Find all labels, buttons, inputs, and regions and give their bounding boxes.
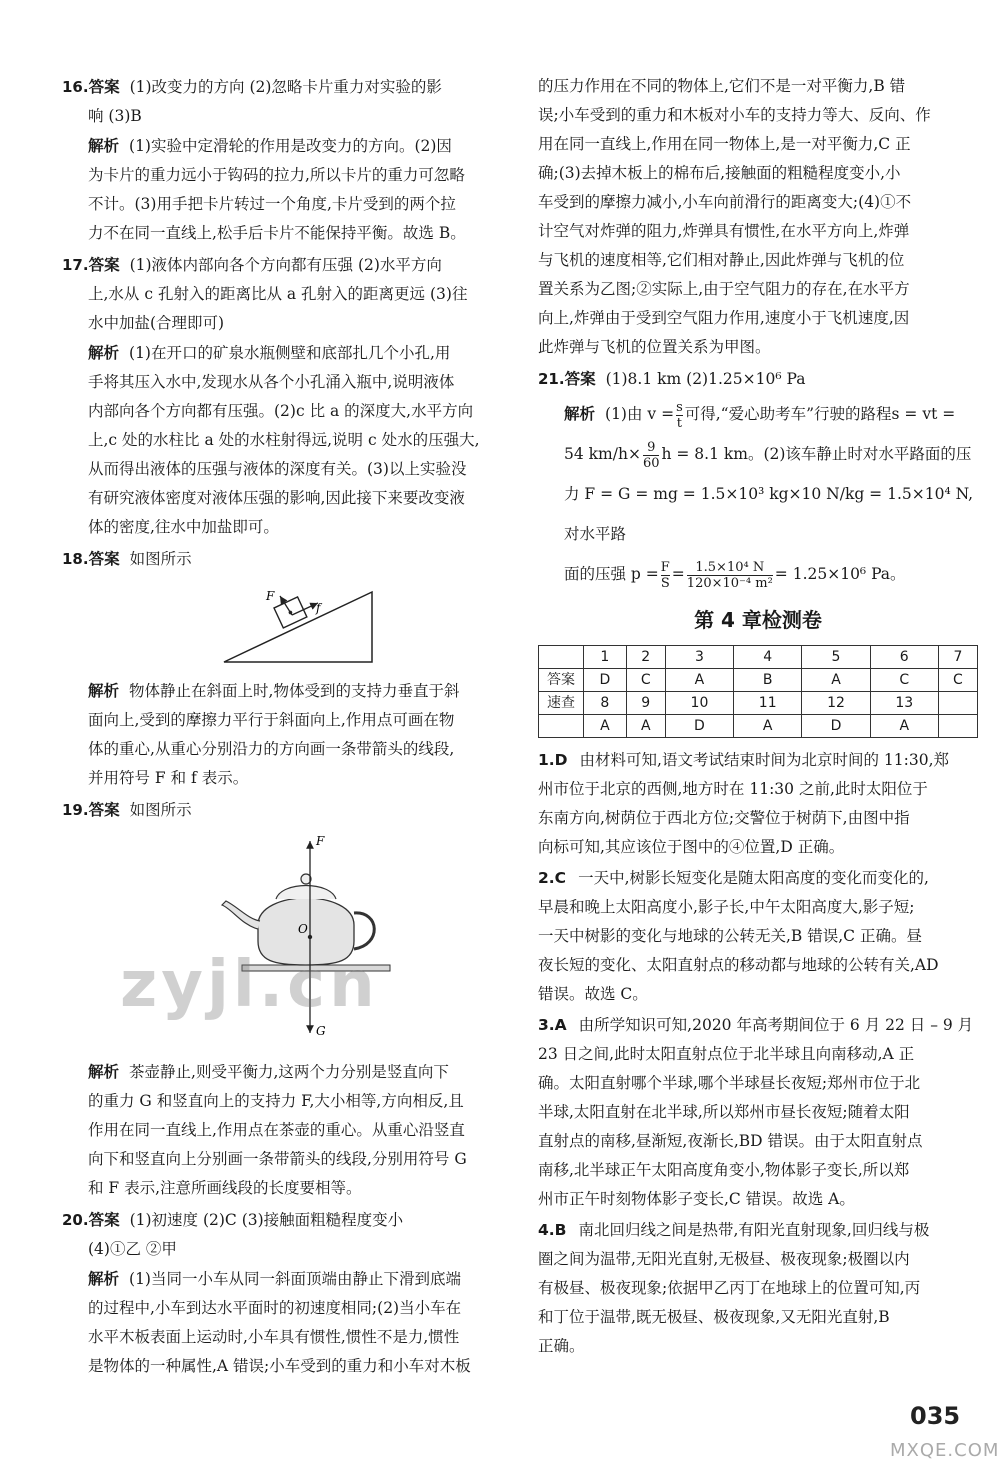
q17-number: 17. xyxy=(62,256,89,274)
label-O: O xyxy=(298,922,308,936)
table-cell: D xyxy=(665,715,733,738)
q21-answer-label: 答案 xyxy=(564,369,596,388)
q19-answer-label: 答案 xyxy=(88,800,120,819)
frac-den: t xyxy=(676,415,683,431)
center-of-gravity-dot xyxy=(308,935,312,939)
q20-number: 20. xyxy=(62,1211,89,1229)
q20-analysis-line: (1)当同一小车从同一斜面顶端由静止下滑到底端 xyxy=(129,1270,461,1288)
table-cell: A xyxy=(734,715,802,738)
mc2-line: 错误。故选 C。 xyxy=(538,985,648,1003)
q17-answer xyxy=(62,250,502,280)
q20-answer-text-2: (4)①乙 ②甲 xyxy=(88,1240,177,1258)
q17-answer-text: (1)液体内部向各个方向都有压强 (2)水平方向 xyxy=(129,256,442,274)
q21-analysis-label: 解析 xyxy=(564,404,596,423)
zyjl-watermark: zyjl.cn xyxy=(120,948,379,1022)
table-cell: 6 xyxy=(870,646,938,669)
table-cell: D xyxy=(584,669,627,692)
q20-cont-line: 向上,炸弹由于受到空气阻力作用,速度小于飞机速度,因 xyxy=(538,309,910,327)
q19-analysis-line: 和 F 表示,注意所画线段的长度要相等。 xyxy=(88,1179,362,1197)
mc2-line: 早晨和晚上太阳高度小,影子长,中午太阳高度大,影子短; xyxy=(538,898,915,916)
table-row xyxy=(539,646,978,669)
mc2-line: 一天中树影的变化与地球的公转无关,B 错误,C 正确。昼 xyxy=(538,927,922,945)
q21-number: 21. xyxy=(538,370,565,388)
q20-analysis-label: 解析 xyxy=(88,1269,120,1288)
q21-line2-post: h = 8.1 km。(2)该车静止时对水平路面的压 xyxy=(661,445,972,463)
frac-den: 120×10⁻⁴ m² xyxy=(686,575,773,591)
q16-analysis xyxy=(62,131,502,161)
answer-table xyxy=(538,645,978,738)
q17-analysis xyxy=(62,338,502,368)
table-cell: D xyxy=(802,715,870,738)
q21-line4-pre: 面的压强 p = xyxy=(564,565,659,583)
q20-cont-line: 此炸弹与飞机的位置关系为甲图。 xyxy=(538,338,771,356)
label-F: F xyxy=(266,589,275,603)
table-cell: 2 xyxy=(626,646,665,669)
q19-analysis-line: 茶壶静止,则受平衡力,这两个力分别是竖直向下 xyxy=(129,1063,449,1081)
q18-analysis-line: 物体静止在斜面上时,物体受到的支持力垂直于斜 xyxy=(129,682,460,700)
mc3-line: 半球,太阳直射在北半球,所以郑州市昼长夜短;随着太阳 xyxy=(538,1103,910,1121)
mc3-line: 确。太阳直射哪个半球,哪个半球昼长夜短;郑州市位于北 xyxy=(538,1074,921,1092)
page-number: 035 xyxy=(910,1402,961,1430)
table-cell: 7 xyxy=(938,646,977,669)
mc1-text: 由材料可知,语文考试结束时间为北京时间的 11:30,郑 xyxy=(579,751,949,769)
q16-number: 16. xyxy=(62,78,89,96)
incline-diagram xyxy=(62,578,502,670)
q21-answer xyxy=(538,364,978,394)
q18-figure xyxy=(62,578,502,670)
q21-analysis xyxy=(538,394,978,434)
q20-cont-line: 与飞机的速度相等,它们相对静止,因此炸弹与飞机的位 xyxy=(538,251,905,269)
question-20 xyxy=(62,1205,502,1381)
teapot-spout xyxy=(222,901,260,929)
question-17 xyxy=(62,250,502,542)
frac-num: 9 xyxy=(647,439,656,455)
equals-sign: = xyxy=(671,565,685,583)
q19-analysis xyxy=(62,1057,502,1087)
q16-analysis-line: 不计。(3)用手把卡片转过一个角度,卡片受到的两个拉 xyxy=(88,195,456,213)
table-cell xyxy=(938,692,977,715)
mc3-text: 由所学知识可知,2020 年高考期间位于 6 月 22 日 – 9 月 xyxy=(578,1016,974,1034)
q20-analysis-line: 是物体的一种属性,A 错误;小车受到的重力和小车对木板 xyxy=(88,1357,471,1375)
table-cell xyxy=(539,646,584,669)
q19-number: 19. xyxy=(62,801,89,819)
q20-continuation xyxy=(538,72,978,362)
mc4-text: 南北回归线之间是热带,有阳光直射现象,回归线与极 xyxy=(578,1221,930,1239)
q18-analysis-line: 并用符号 F 和 f 表示。 xyxy=(88,769,249,787)
mc3-line xyxy=(538,1011,978,1040)
table-cell: A xyxy=(626,715,665,738)
q21-line4-post: = 1.25×10⁶ Pa。 xyxy=(774,565,906,583)
q21-line2-pre: 54 km/h× xyxy=(564,445,641,463)
teapot-handle xyxy=(354,913,374,949)
table-cell xyxy=(938,715,977,738)
mc1-line: 东南方向,树荫位于西北方位;交警位于树荫下,由图中指 xyxy=(538,809,910,827)
left-column xyxy=(62,72,502,1383)
q20-answer xyxy=(62,1205,502,1235)
mc3-line: 南移,北半球正午太阳高度角变小,物体影子变长,所以郑 xyxy=(538,1161,910,1179)
mc2-line: 夜长短的变化、太阳直射点的移动都与地球的公转有关,AD xyxy=(538,956,939,974)
q16-answer-text: (1)改变力的方向 (2)忽略卡片重力对实验的影 xyxy=(129,78,442,96)
mc3-number: 3.A xyxy=(538,1016,567,1034)
fraction-F-over-S xyxy=(661,560,670,591)
frac-num: 1.5×10⁴ N xyxy=(695,559,765,575)
q19-analysis-label: 解析 xyxy=(88,1062,120,1081)
table-cell: 速查 xyxy=(539,692,584,715)
q18-analysis-label: 解析 xyxy=(88,681,120,700)
q19-analysis-line: 向下和竖直向上分别画一条带箭头的线段,分别用符号 G xyxy=(88,1150,467,1168)
mc4-line: 和丁位于温带,既无极昼、极夜现象,又无阳光直射,B xyxy=(538,1308,890,1326)
table-cell: A xyxy=(584,715,627,738)
q21-line3: 力 F = G = mg = 1.5×10³ kg×10 N/kg = 1.5×10⁴ N,对水平路 xyxy=(564,485,974,543)
mc-question-1 xyxy=(538,746,978,862)
teapot-lid xyxy=(276,886,336,900)
q17-analysis-label: 解析 xyxy=(88,343,120,362)
q20-analysis xyxy=(62,1264,502,1294)
mc-question-3 xyxy=(538,1011,978,1214)
q17-answer-text: 上,水从 c 孔射入的距离比从 a 孔射入的距离更远 (3)往 xyxy=(88,285,468,303)
q17-analysis-line: 从而得出液体的压强与液体的深度有关。(3)以上实验没 xyxy=(88,460,467,478)
q17-analysis-line: 有研究液体密度对液体压强的影响,因此接下来要改变液 xyxy=(88,489,465,507)
mc1-number: 1.D xyxy=(538,751,568,769)
mc4-line: 正确。 xyxy=(538,1337,585,1355)
q19-answer xyxy=(62,795,502,825)
table-cell: 4 xyxy=(734,646,802,669)
table-cell: 8 xyxy=(584,692,627,715)
mc3-line: 直射点的南移,昼渐短,夜渐长,BD 错误。由于太阳直射点 xyxy=(538,1132,923,1150)
mc3-line: 州市正午时刻物体影子变长,C 错误。故选 A。 xyxy=(538,1190,855,1208)
q20-analysis-line: 水平木板表面上运动时,小车具有惯性,惯性不是力,惯性 xyxy=(88,1328,460,1346)
q19-analysis-line: 的重力 G 和竖直向上的支持力 F,大小相等,方向相反,且 xyxy=(88,1092,464,1110)
mc2-number: 2.C xyxy=(538,869,567,887)
table-cell: 13 xyxy=(870,692,938,715)
q18-analysis-line: 体的重心,从重心分别沿力的方向画一条带箭头的线段, xyxy=(88,740,455,758)
table-row xyxy=(539,715,978,738)
mc1-line xyxy=(538,746,978,775)
q18-analysis-line: 面向上,受到的摩擦力平行于斜面向上,作用点可画在物 xyxy=(88,711,455,729)
q16-analysis-label: 解析 xyxy=(88,136,120,155)
mc1-line: 向标可知,其应该位于图中的④位置,D 正确。 xyxy=(538,838,845,856)
fraction-pressure xyxy=(687,560,773,591)
q18-number: 18. xyxy=(62,550,89,568)
q21-line1-post: 可得,“爱心助考车”行驶的路程s = vt = xyxy=(684,405,956,423)
q20-cont-line: 误;小车受到的重力和木板对小车的支持力等大、反向、作 xyxy=(538,106,931,124)
table-cell: 答案 xyxy=(539,669,584,692)
table-cell: 3 xyxy=(665,646,733,669)
q17-analysis-line: 手将其压入水中,发现水从各个小孔涌入瓶中,说明液体 xyxy=(88,373,455,391)
right-column xyxy=(538,72,978,1363)
q17-answer-text: 水中加盐(合理即可) xyxy=(88,314,225,332)
table-cell: C xyxy=(626,669,665,692)
mc4-line xyxy=(538,1216,978,1245)
table-cell: B xyxy=(734,669,802,692)
q16-answer-label: 答案 xyxy=(88,77,120,96)
q17-analysis-line: (1)在开口的矿泉水瓶侧壁和底部扎几个小孔,用 xyxy=(129,344,451,362)
q21-line2 xyxy=(538,434,978,474)
table-cell: 1 xyxy=(584,646,627,669)
q20-cont-line: 用在同一直线上,作用在同一物体上,是一对平衡力,C 正 xyxy=(538,135,911,153)
q21-answer-text: (1)8.1 km (2)1.25×10⁶ Pa xyxy=(605,370,806,388)
label-G: G xyxy=(316,1024,326,1038)
q16-answer-text-2: 响 (3)B xyxy=(88,107,142,125)
q20-cont-line: 的压力作用在不同的物体上,它们不是一对平衡力,B 错 xyxy=(538,77,906,95)
q18-answer-text: 如图所示 xyxy=(129,550,192,568)
table-cell: 11 xyxy=(734,692,802,715)
frac-num: F xyxy=(660,559,670,575)
question-16 xyxy=(62,72,502,248)
frac-den: 60 xyxy=(642,455,660,471)
site-watermark: MXQE.COM xyxy=(890,1440,1000,1461)
q20-cont-line: 确;(3)去掉木板上的棉布后,接触面的粗糙程度变小,小 xyxy=(538,164,901,182)
table-cell: A xyxy=(665,669,733,692)
q19-analysis-line: 作用在同一直线上,作用点在茶壶的重心。从重心沿竖直 xyxy=(88,1121,465,1139)
question-18 xyxy=(62,544,502,793)
table-cell: 5 xyxy=(802,646,870,669)
mc-question-4 xyxy=(538,1216,978,1361)
table-row xyxy=(539,669,978,692)
q16-analysis-line: (1)实验中定滑轮的作用是改变力的方向。(2)因 xyxy=(129,137,452,155)
mc3-line: 23 日之间,此时太阳直射点位于北半球且向南移动,A 正 xyxy=(538,1045,915,1063)
q20-cont-line: 计空气对炸弹的阻力,炸弹具有惯性,在水平方向上,炸弹 xyxy=(538,222,910,240)
table-cell: 10 xyxy=(665,692,733,715)
table-cell: C xyxy=(870,669,938,692)
table-cell: 9 xyxy=(626,692,665,715)
mc4-number: 4.B xyxy=(538,1221,567,1239)
table-row xyxy=(539,692,978,715)
q16-analysis-line: 力不在同一直线上,松手后卡片不能保持平衡。故选 B。 xyxy=(88,224,466,242)
fraction-9-over-60 xyxy=(643,440,660,471)
mc2-line xyxy=(538,864,978,893)
table-cell: A xyxy=(802,669,870,692)
label-f: f xyxy=(316,601,321,615)
mc1-line: 州市位于北京的西侧,地方时在 11:30 之前,此时太阳位于 xyxy=(538,780,928,798)
label-F: F xyxy=(316,834,325,848)
question-21 xyxy=(538,364,978,594)
mc4-line: 有极昼、极夜现象;依据甲乙丙丁在地球上的位置可知,丙 xyxy=(538,1279,921,1297)
q21-line4 xyxy=(538,554,978,594)
q19-answer-text: 如图所示 xyxy=(129,801,192,819)
q17-answer-label: 答案 xyxy=(88,255,120,274)
mc4-line: 圈之间为温带,无阳光直射,无极昼、极夜现象;极圈以内 xyxy=(538,1250,910,1268)
q17-analysis-line: 上,c 处的水柱比 a 处的水柱射得远,说明 c 处水的压强大, xyxy=(88,431,480,449)
q17-analysis-line: 体的密度,往水中加盐即可。 xyxy=(88,518,279,536)
q20-cont-line: 车受到的摩擦力减小,小车向前滑行的距离变大;(4)①不 xyxy=(538,193,912,211)
frac-num: s xyxy=(676,399,683,415)
frac-den: S xyxy=(660,575,670,591)
q17-analysis-line: 内部向各个方向都有压强。(2)c 比 a 的深度大,水平方向 xyxy=(88,402,474,420)
table-cell: C xyxy=(938,669,977,692)
q20-answer-label: 答案 xyxy=(88,1210,120,1229)
q20-analysis-line: 的过程中,小车到达水平面时的初速度相同;(2)当小车在 xyxy=(88,1299,462,1317)
q18-analysis xyxy=(62,676,502,706)
section-title: 第 4 章检测卷 xyxy=(694,608,822,632)
mc-question-2 xyxy=(538,864,978,1009)
q18-answer xyxy=(62,544,502,574)
q18-answer-label: 答案 xyxy=(88,549,120,568)
q16-answer xyxy=(62,72,502,102)
fraction-s-over-t xyxy=(676,400,683,431)
q21-line1-pre: (1)由 v = xyxy=(605,405,675,423)
q20-cont-line: 置关系为乙图;②实际上,由于空气阻力的存在,在水平方 xyxy=(538,280,910,298)
table-cell: 12 xyxy=(802,692,870,715)
table-cell: A xyxy=(870,715,938,738)
table-cell xyxy=(539,715,584,738)
q16-analysis-line: 为卡片的重力远小于钩码的拉力,所以卡片的重力可忽略 xyxy=(88,166,465,184)
mc2-text: 一天中,树影长短变化是随太阳高度的变化而变化的, xyxy=(578,869,929,887)
q20-answer-text: (1)初速度 (2)C (3)接触面粗糙程度变小 xyxy=(129,1211,404,1229)
